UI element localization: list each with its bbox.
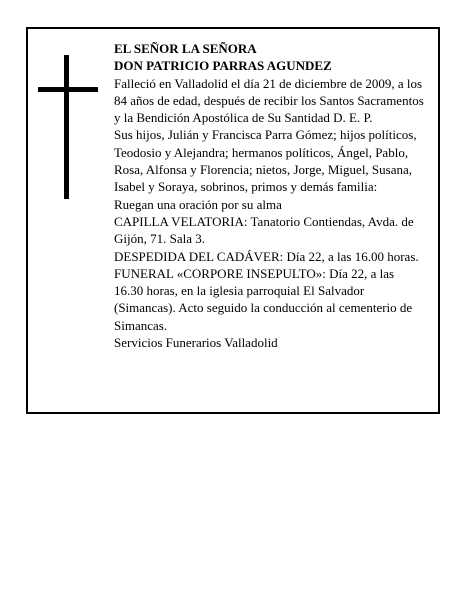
cross-vertical-bar bbox=[64, 55, 69, 199]
obituary-notice bbox=[26, 27, 440, 414]
family-list: Sus hijos, Julián y Francisca Parra Gómez; hijos políticos, Teodosio y Alejandra; hermanos políticos, Ángel, Pablo, Rosa, Alfonsa y Florencia; nietos, Jorge, Miguel, Susana, Isabel y Soraya, sobrinos, primos y demás familia: bbox=[114, 127, 417, 195]
cross-horizontal-bar bbox=[38, 87, 98, 92]
funeral-services: Servicios Funerarios Valladolid bbox=[114, 335, 278, 351]
funeral-info: FUNERAL «CORPORE INSEPULTO»: Día 22, a las 16.30 horas, en la iglesia parroquial El Salvador (Simancas). Acto seguido la conducción al cementerio de Simancas. bbox=[114, 265, 413, 333]
prayer-request: Ruegan una oración por su alma bbox=[114, 196, 282, 212]
heading-titles: EL SEÑOR LA SEÑORA bbox=[114, 41, 257, 56]
deceased-name: DON PATRICIO PARRAS AGUNDEZ bbox=[114, 58, 332, 74]
cross-icon bbox=[38, 55, 98, 199]
death-announcement: Falleció en Valladolid el día 21 de diciembre de 2009, a los 84 años de edad, después de recibir los Santos Sacramentos y la Bendición Apostólica de Su Santidad D. E. P. bbox=[114, 75, 424, 126]
wake-info: CAPILLA VELATORIA: Tanatorio Contiendas, Avda. de Gijón, 71. Sala 3. bbox=[114, 213, 414, 247]
notice-body bbox=[114, 40, 426, 351]
farewell-info: DESPEDIDA DEL CADÁVER: Día 22, a las 16.00 horas. bbox=[114, 248, 419, 264]
